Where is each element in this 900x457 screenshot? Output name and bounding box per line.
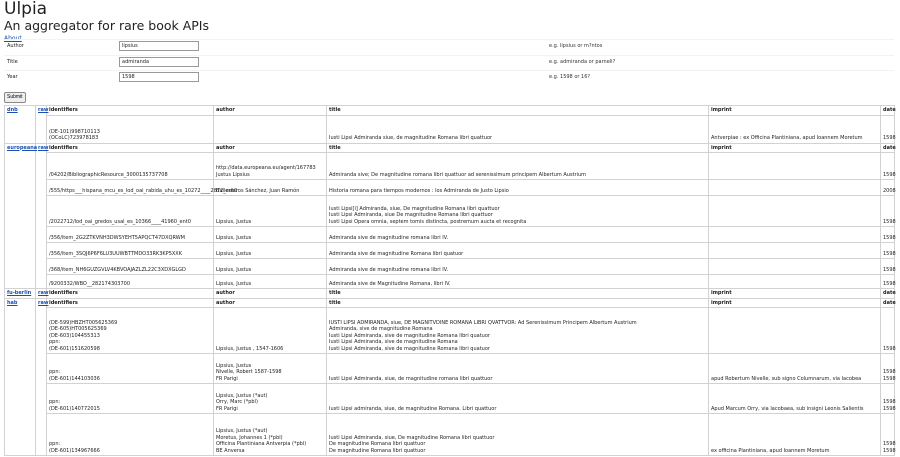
author-label: Author [7, 43, 24, 49]
table-row [5, 275, 895, 289]
table-row [5, 227, 895, 243]
identifiers-cell: (DE-101)998710113 (OCoLC)723978183 [47, 115, 214, 143]
table-row [5, 308, 895, 354]
title-cell: Admiranda sive de magnitudine romana libri IV. [327, 227, 709, 243]
column-header-author: author [214, 143, 327, 153]
source-cell [5, 298, 36, 456]
title-cell: IUSTI LIPSI ADMIRANDA, siue, DE MAGNITVDINE ROMANA LIBRI QVATTVOR: Ad Serenissimum Principem Albertum Austrium Admiranda, sive de magnitudine Romana Iusti Lipsi Admiranda, sive de magnitudine Romana libri quatuor Iusti Lipsi Admiranda, sive de magnitudine Romana Iusti Lipsi Admiranda, sive de magnitudine Romana libri quatuor [327, 308, 709, 354]
year-row [4, 70, 894, 85]
year-input[interactable]: 1598 [119, 72, 199, 82]
result-group-header [5, 298, 895, 308]
author-cell: http://data.europeana.eu/agent/167783 Justus Lipsius [214, 153, 327, 180]
author-hint: e.g. lipsius or m?ntos [549, 43, 603, 49]
author-cell: Lipsius, Justus [214, 243, 327, 259]
author-cell: Lipsius, Justus (*aut) Moretus, Johannes 1 (*pbl) Officina Plantiniana Antverpia (*pbl) BE Anversa [214, 414, 327, 456]
year-hint: e.g. 1598 or 16? [549, 74, 591, 80]
table-row [5, 259, 895, 275]
title-label: Title [7, 58, 18, 65]
title-input[interactable]: admiranda [119, 57, 199, 67]
results-body [5, 106, 895, 456]
raw-cell [36, 106, 47, 144]
imprint-cell: Antverpiae : ex Officina Plantiniana, apud Ioannem Moretum [709, 115, 881, 143]
column-header-date: date [881, 106, 895, 116]
source-link[interactable]: dnb [7, 107, 18, 113]
raw-link[interactable]: raw [38, 144, 49, 151]
column-header-title: title [327, 143, 709, 153]
column-header-date: date [881, 143, 895, 153]
column-header-date: date [881, 298, 895, 308]
imprint-cell [709, 308, 881, 354]
source-cell [5, 289, 36, 299]
identifiers-cell: /368/item_NH6GUZGVLV4KBVOAJAZLZL22C3XDXGLGD [47, 259, 214, 275]
author-cell: Ballesteros Sánchez, Juan Ramón [214, 180, 327, 196]
table-row [5, 414, 895, 456]
table-row [5, 354, 895, 384]
results-table [4, 105, 895, 456]
imprint-cell: Apud Marcum Orry, via Iacobaea, sub insigni Leonis Salientis [709, 384, 881, 414]
column-header-imprint: imprint [709, 298, 881, 308]
title-cell: Admiranda sive de magnitudine Romana libri quatuor [327, 243, 709, 259]
raw-link[interactable]: raw [38, 290, 49, 296]
date-cell: 1598 [881, 243, 895, 259]
source-link[interactable]: hab [7, 299, 18, 306]
date-cell: 1598 1598 [881, 414, 895, 456]
title-cell: Iusti Lipsi Admiranda, siue, De magnitudine Romana libri quattuor De magnitudine Romana libri quattuor De magnitudine Romana libri quattuor [327, 414, 709, 456]
table-row [5, 384, 895, 414]
column-header-date: date [881, 289, 895, 299]
imprint-cell [709, 259, 881, 275]
column-header-author: author [214, 289, 327, 299]
page-header [0, 0, 900, 42]
title-cell: Historia romana para tiempos modernos : los Admiranda de Justo Lipsio [327, 180, 709, 196]
identifiers-cell: /2022712/lod_oai_gredos_usal_es_10366____41960_ent0 [47, 196, 214, 227]
author-cell: Lipsius, Justus (*aut) Orry, Marc (*pbl) FR Parigi [214, 384, 327, 414]
column-header-identifiers: identifiers [47, 289, 214, 299]
identifiers-cell: (DE-599)HBZHT005625369 (DE-605)HT005625369 (DE-603)104455313 ppn: (DE-601)151620598 [47, 308, 214, 354]
identifiers-cell: ppn: (DE-601)144103036 [47, 354, 214, 384]
date-cell: 2008 [881, 180, 895, 196]
table-row [5, 115, 895, 143]
result-group-header [5, 106, 895, 116]
source-cell [5, 143, 36, 289]
app-title: Ulpia [4, 0, 48, 19]
identifiers-cell: /356/item_3SQJ6P6F6LU3UUWBTTMDO33RK3KP5XXK [47, 243, 214, 259]
title-cell: Iusti Lipsi[i] Admiranda, siue, De magnitudine Romana libri quattuor Iusti Lipsi Admiranda, siue De magnitudine Romana libri quattuor Iusti Lipsi Opera omnia, septem tomis distincta, postremum aucta et recognita [327, 196, 709, 227]
submit-button[interactable]: Submit [4, 92, 26, 103]
author-cell: Lipsius, Justus [214, 259, 327, 275]
column-header-imprint: imprint [709, 143, 881, 153]
imprint-cell [709, 180, 881, 196]
date-cell: 1598 [881, 115, 895, 143]
author-input[interactable]: lipsius [119, 41, 199, 51]
identifiers-cell: /356/item_2G2ZTKVNH3DWSYEHT5APQCT47DXQRWM [47, 227, 214, 243]
identifiers-cell: ppn: (DE-601)134967666 [47, 414, 214, 456]
identifiers-cell: /04202/BibliographicResource_3000135737708 [47, 153, 214, 180]
source-link[interactable]: europeana [7, 144, 38, 151]
imprint-cell [709, 227, 881, 243]
imprint-cell [709, 243, 881, 259]
title-cell: Iusti Lipsi admiranda, siue, de magnitudine Romana. Libri quattuor [327, 384, 709, 414]
source-link[interactable]: fu-berlin [7, 290, 32, 296]
imprint-cell [709, 196, 881, 227]
author-cell: Lipsius, Justus Nivelle, Robert 1587-1598 FR Parigi [214, 354, 327, 384]
title-hint: e.g. admiranda or parnell? [549, 58, 616, 65]
title-row [4, 55, 894, 70]
author-row [4, 39, 894, 54]
date-cell: 1598 [881, 153, 895, 180]
date-cell: 1598 [881, 259, 895, 275]
title-cell: Admiranda sive; De magnitudine romana libri quattuor ad serenissimum principem Albertum Austrium [327, 153, 709, 180]
raw-cell [36, 298, 47, 456]
imprint-cell: ex officina Plantiniana, apud Ioannem Moretum [709, 414, 881, 456]
column-header-imprint: imprint [709, 289, 881, 299]
column-header-author: author [214, 106, 327, 116]
identifiers-cell: /555/https___hispana_mcu_es_lod_oai_rabida_uhu_es_10272____2872_ent0 [47, 180, 214, 196]
raw-cell [36, 289, 47, 299]
column-header-identifiers: identifiers [47, 143, 214, 153]
table-row [5, 153, 895, 180]
identifiers-cell: /9200332/WBO__282174303700 [47, 275, 214, 289]
title-cell: Admiranda sive de Magnitudine Romana, libri IV. [327, 275, 709, 289]
about-link[interactable]: About [4, 35, 22, 42]
author-cell [214, 115, 327, 143]
app-subtitle: An aggregator for rare book APIs [4, 18, 210, 33]
author-cell: Lipsius, Justus , 1547-1606 [214, 308, 327, 354]
raw-link[interactable]: raw [38, 107, 49, 113]
column-header-identifiers: identifiers [47, 298, 214, 308]
search-form [4, 39, 894, 86]
source-cell [5, 106, 36, 144]
result-group-header [5, 289, 895, 299]
date-cell: 1598 [881, 227, 895, 243]
imprint-cell: apud Robertum Nivelle, sub signo Columnarum, via Iacobea [709, 354, 881, 384]
author-cell: Lipsius, Justus [214, 275, 327, 289]
table-row [5, 196, 895, 227]
column-header-imprint: imprint [709, 106, 881, 116]
date-cell: 1598 1598 [881, 354, 895, 384]
title-cell: Iusti Lipsi Admiranda, siue, de magnitudine romana libri quattuor [327, 354, 709, 384]
identifiers-cell: ppn: (DE-601)140772015 [47, 384, 214, 414]
column-header-title: title [327, 298, 709, 308]
date-cell: 1598 1598 [881, 384, 895, 414]
column-header-title: title [327, 289, 709, 299]
author-cell: Lipsius, Justus [214, 196, 327, 227]
column-header-title: title [327, 106, 709, 116]
table-row [5, 180, 895, 196]
title-cell: Admiranda sive de magnitudine romana libri IV. [327, 259, 709, 275]
imprint-cell [709, 275, 881, 289]
date-cell: 1598 [881, 275, 895, 289]
title-cell: Iusti Lipsi Admiranda siue, de magnitudine Romana libri quattuor [327, 115, 709, 143]
date-cell: 1598 [881, 196, 895, 227]
table-row [5, 243, 895, 259]
raw-link[interactable]: raw [38, 299, 49, 306]
result-group-header [5, 143, 895, 153]
column-header-author: author [214, 298, 327, 308]
raw-cell [36, 143, 47, 289]
date-cell: 1598 [881, 308, 895, 354]
column-header-identifiers: identifiers [47, 106, 214, 116]
imprint-cell [709, 153, 881, 180]
year-label: Year [7, 74, 18, 80]
author-cell: Lipsius, Justus [214, 227, 327, 243]
